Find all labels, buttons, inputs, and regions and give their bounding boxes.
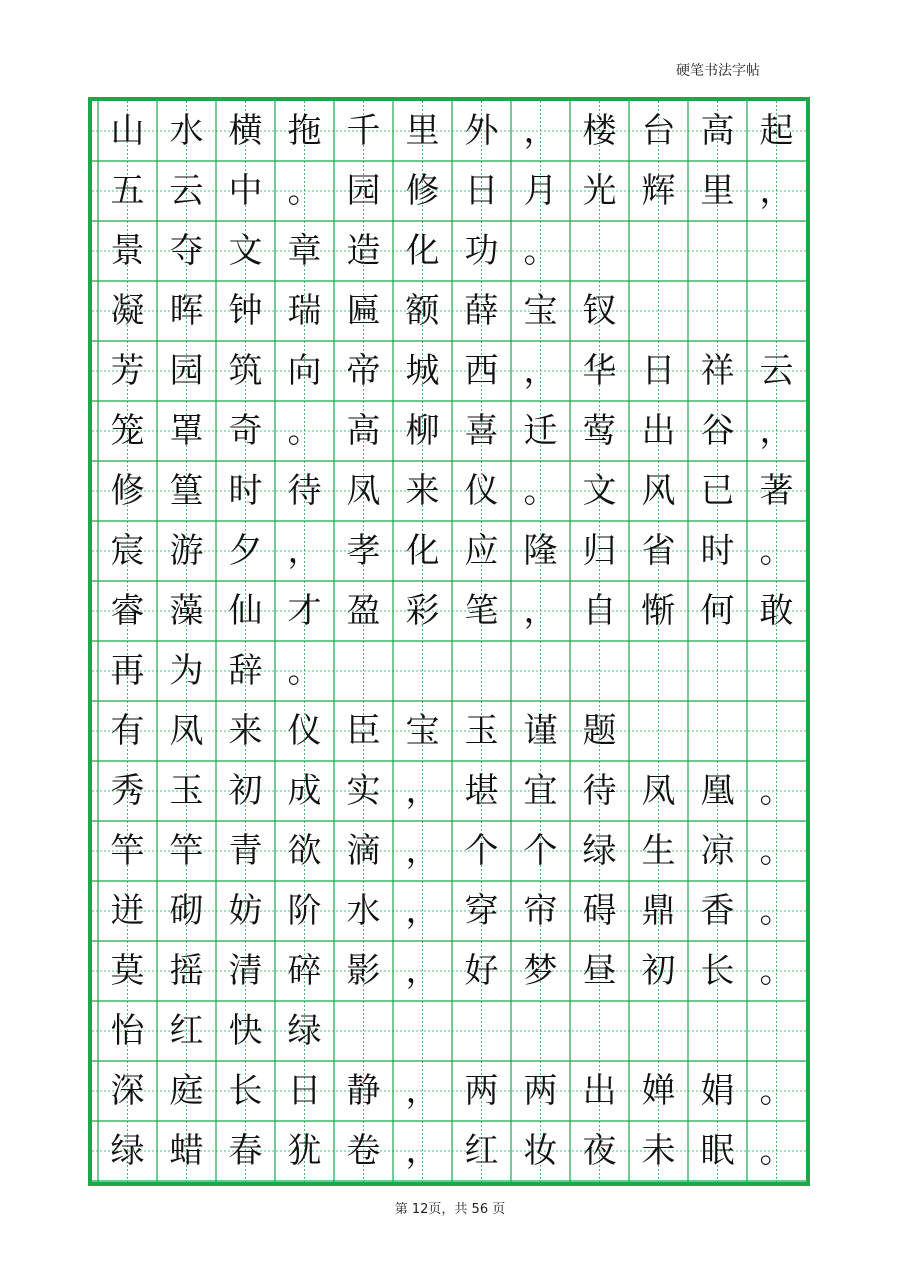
character-cell: 个 — [523, 831, 558, 871]
character-cell — [393, 1001, 452, 1061]
character-cell: 砌 — [169, 891, 204, 931]
character-cell: ， — [405, 831, 440, 871]
character-cell: 红 — [169, 1011, 204, 1051]
character-cell: 仪 — [464, 471, 499, 511]
character-cell — [747, 281, 806, 341]
character-cell: 喜 — [464, 411, 499, 451]
character-cell: 犹 — [287, 1131, 322, 1171]
character-cell — [747, 701, 806, 761]
character-cell: 阶 — [287, 891, 322, 931]
calligraphy-practice-grid — [88, 97, 810, 1186]
character-cell: 盈 — [346, 591, 381, 631]
text-row — [98, 821, 806, 881]
character-cell: 臣 — [346, 711, 381, 751]
character-cell: 妨 — [228, 891, 263, 931]
character-cell — [629, 221, 688, 281]
character-cell: 。 — [759, 771, 794, 811]
text-row — [98, 341, 806, 401]
character-cell — [511, 1001, 570, 1061]
character-cell — [570, 641, 629, 701]
page-header-title: 硬笔书法字帖 — [676, 63, 760, 79]
character-cell: 快 — [228, 1011, 263, 1051]
character-cell: 奇 — [228, 411, 263, 451]
character-cell: 芳 — [110, 351, 145, 391]
character-cell: 藻 — [169, 591, 204, 631]
character-cell: 化 — [405, 531, 440, 571]
character-cell: 笼 — [110, 411, 145, 451]
character-cell: 影 — [346, 951, 381, 991]
character-cell: 凤 — [346, 471, 381, 511]
character-cell — [629, 281, 688, 341]
character-cell: 日 — [464, 171, 499, 211]
character-cell: 拖 — [287, 111, 322, 151]
character-cell: 云 — [759, 351, 794, 391]
character-cell: 堪 — [464, 771, 499, 811]
character-cell: 时 — [700, 531, 735, 571]
character-cell: 孝 — [346, 531, 381, 571]
character-cell — [452, 1001, 511, 1061]
character-cell: 日 — [641, 351, 676, 391]
character-cell: 光 — [582, 171, 617, 211]
character-cell: 外 — [464, 111, 499, 151]
character-cell: 额 — [405, 291, 440, 331]
character-cell: 惭 — [641, 591, 676, 631]
character-cell: 深 — [110, 1071, 145, 1111]
character-cell: 妆 — [523, 1131, 558, 1171]
character-cell: 欲 — [287, 831, 322, 871]
character-cell: 向 — [287, 351, 322, 391]
character-cell: 笔 — [464, 591, 499, 631]
character-cell: ， — [759, 411, 794, 451]
character-cell: 夜 — [582, 1131, 617, 1171]
character-cell: 仪 — [287, 711, 322, 751]
character-cell: 敢 — [759, 591, 794, 631]
character-cell: ， — [759, 171, 794, 211]
character-cell: 莺 — [582, 411, 617, 451]
character-cell: 造 — [346, 231, 381, 271]
text-row — [98, 881, 806, 941]
character-cell: 祥 — [700, 351, 735, 391]
character-cell: 凝 — [110, 291, 145, 331]
character-cell: 修 — [110, 471, 145, 511]
character-cell: ， — [523, 351, 558, 391]
character-cell: 宝 — [405, 711, 440, 751]
character-cell — [688, 1001, 747, 1061]
character-cell: 。 — [523, 231, 558, 271]
character-cell: 罩 — [169, 411, 204, 451]
character-cell — [511, 641, 570, 701]
character-cell: 章 — [287, 231, 322, 271]
character-cell: 凰 — [700, 771, 735, 811]
character-cell: 钗 — [582, 291, 617, 331]
character-cell: ， — [287, 531, 322, 571]
character-cell: 千 — [346, 111, 381, 151]
character-cell: 秀 — [110, 771, 145, 811]
text-row — [98, 701, 806, 761]
character-cell: 自 — [582, 591, 617, 631]
character-cell: 绿 — [110, 1131, 145, 1171]
character-cell — [570, 221, 629, 281]
character-cell: 玉 — [169, 771, 204, 811]
character-cell: 辞 — [228, 651, 263, 691]
character-cell: 宜 — [523, 771, 558, 811]
text-row — [98, 101, 806, 161]
character-cell: 。 — [759, 1131, 794, 1171]
character-cell: ， — [523, 591, 558, 631]
character-cell: ， — [405, 951, 440, 991]
character-cell — [688, 701, 747, 761]
text-row — [98, 641, 806, 701]
character-cell: 香 — [700, 891, 735, 931]
text-row — [98, 761, 806, 821]
text-row — [98, 941, 806, 1001]
character-cell: 长 — [228, 1071, 263, 1111]
character-cell: 昼 — [582, 951, 617, 991]
character-cell: ， — [523, 111, 558, 151]
character-cell: 匾 — [346, 291, 381, 331]
character-cell: 凤 — [169, 711, 204, 751]
character-cell — [629, 701, 688, 761]
text-row — [98, 1121, 806, 1181]
character-cell: 庭 — [169, 1071, 204, 1111]
character-cell: 来 — [405, 471, 440, 511]
character-cell: 个 — [464, 831, 499, 871]
character-cell: 碍 — [582, 891, 617, 931]
character-cell: 华 — [582, 351, 617, 391]
text-row — [98, 221, 806, 281]
character-cell: ， — [405, 771, 440, 811]
character-cell: ， — [405, 1071, 440, 1111]
character-cell: 水 — [346, 891, 381, 931]
character-cell: 再 — [110, 651, 145, 691]
character-cell: 辉 — [641, 171, 676, 211]
character-cell — [334, 641, 393, 701]
character-cell: 竿 — [169, 831, 204, 871]
character-cell — [629, 641, 688, 701]
character-cell: 里 — [700, 171, 735, 211]
character-cell: 台 — [641, 111, 676, 151]
character-cell: 谨 — [523, 711, 558, 751]
character-cell: 摇 — [169, 951, 204, 991]
character-cell: 功 — [464, 231, 499, 271]
character-cell: 鼎 — [641, 891, 676, 931]
character-cell: ， — [405, 1131, 440, 1171]
character-cell: 初 — [641, 951, 676, 991]
character-cell: 起 — [759, 111, 794, 151]
character-cell: 高 — [700, 111, 735, 151]
character-cell: 睿 — [110, 591, 145, 631]
character-cell — [747, 221, 806, 281]
character-cell: 仙 — [228, 591, 263, 631]
character-cell: 静 — [346, 1071, 381, 1111]
character-cell: 城 — [405, 351, 440, 391]
character-cell — [334, 1001, 393, 1061]
character-cell: 风 — [641, 471, 676, 511]
character-cell: 帝 — [346, 351, 381, 391]
character-cell: 实 — [346, 771, 381, 811]
character-cell: 眠 — [700, 1131, 735, 1171]
character-cell: 梦 — [523, 951, 558, 991]
character-cell: 。 — [759, 831, 794, 871]
character-cell: 碎 — [287, 951, 322, 991]
text-row — [98, 1001, 806, 1061]
character-cell: 景 — [110, 231, 145, 271]
character-cell: 出 — [641, 411, 676, 451]
character-cell: 归 — [582, 531, 617, 571]
character-cell: 文 — [582, 471, 617, 511]
character-cell: 园 — [346, 171, 381, 211]
text-row — [98, 281, 806, 341]
character-cell: 红 — [464, 1131, 499, 1171]
text-row — [98, 581, 806, 641]
character-cell: 隆 — [523, 531, 558, 571]
character-cell: 为 — [169, 651, 204, 691]
character-cell: 化 — [405, 231, 440, 271]
character-cell: 篁 — [169, 471, 204, 511]
character-cell: 柳 — [405, 411, 440, 451]
character-cell: 生 — [641, 831, 676, 871]
character-cell: 瑞 — [287, 291, 322, 331]
character-cell — [747, 1001, 806, 1061]
character-cell: 才 — [287, 591, 322, 631]
character-cell: 晖 — [169, 291, 204, 331]
character-cell: 何 — [700, 591, 735, 631]
character-cell: 怡 — [110, 1011, 145, 1051]
character-cell: 好 — [464, 951, 499, 991]
character-cell — [452, 641, 511, 701]
character-cell: 中 — [228, 171, 263, 211]
character-cell: 出 — [582, 1071, 617, 1111]
character-cell: 宸 — [110, 531, 145, 571]
character-cell: 楼 — [582, 111, 617, 151]
character-cell: 待 — [287, 471, 322, 511]
character-cell: 薛 — [464, 291, 499, 331]
character-cell: 里 — [405, 111, 440, 151]
character-cell: 月 — [523, 171, 558, 211]
character-cell: 高 — [346, 411, 381, 451]
character-cell: ， — [405, 891, 440, 931]
character-cell — [688, 281, 747, 341]
character-cell: 省 — [641, 531, 676, 571]
character-cell: 著 — [759, 471, 794, 511]
character-cell: 清 — [228, 951, 263, 991]
character-cell — [570, 1001, 629, 1061]
character-cell — [688, 221, 747, 281]
character-cell: 谷 — [700, 411, 735, 451]
character-cell: 成 — [287, 771, 322, 811]
character-cell: 有 — [110, 711, 145, 751]
character-cell: 西 — [464, 351, 499, 391]
character-cell — [747, 641, 806, 701]
character-cell — [629, 1001, 688, 1061]
character-cell: 。 — [759, 951, 794, 991]
character-cell: 水 — [169, 111, 204, 151]
character-cell: 婵 — [641, 1071, 676, 1111]
character-cell: 时 — [228, 471, 263, 511]
character-cell: 山 — [110, 111, 145, 151]
character-cell: 游 — [169, 531, 204, 571]
character-cell: 宝 — [523, 291, 558, 331]
character-cell — [688, 641, 747, 701]
character-cell: 。 — [287, 171, 322, 211]
character-cell: 竿 — [110, 831, 145, 871]
character-cell: 蜡 — [169, 1131, 204, 1171]
character-cell: 钟 — [228, 291, 263, 331]
character-cell: 莫 — [110, 951, 145, 991]
character-cell: 娟 — [700, 1071, 735, 1111]
character-cell: 绿 — [582, 831, 617, 871]
character-cell: 待 — [582, 771, 617, 811]
character-cell: 。 — [523, 471, 558, 511]
character-cell: 青 — [228, 831, 263, 871]
character-cell: 来 — [228, 711, 263, 751]
character-cell: 题 — [582, 711, 617, 751]
character-cell: 凉 — [700, 831, 735, 871]
character-cell: 凤 — [641, 771, 676, 811]
character-cell: 迁 — [523, 411, 558, 451]
character-cell: 玉 — [464, 711, 499, 751]
character-cell: 春 — [228, 1131, 263, 1171]
character-cell: 滴 — [346, 831, 381, 871]
character-cell: 夕 — [228, 531, 263, 571]
character-cell: 未 — [641, 1131, 676, 1171]
character-cell: 绿 — [287, 1011, 322, 1051]
character-cell: 迸 — [110, 891, 145, 931]
character-cell: 帘 — [523, 891, 558, 931]
character-cell: 。 — [287, 411, 322, 451]
character-cell: 初 — [228, 771, 263, 811]
character-cell: 。 — [287, 651, 322, 691]
character-cell: 日 — [287, 1071, 322, 1111]
character-cell: 筑 — [228, 351, 263, 391]
text-row — [98, 521, 806, 581]
character-cell: 两 — [464, 1071, 499, 1111]
character-cell: 卷 — [346, 1131, 381, 1171]
text-row — [98, 401, 806, 461]
character-cell: 穿 — [464, 891, 499, 931]
text-row — [98, 1061, 806, 1121]
page-number-footer: 第 12页，共 56 页 — [394, 1202, 506, 1217]
text-row — [98, 461, 806, 521]
character-cell: 云 — [169, 171, 204, 211]
character-cell: 彩 — [405, 591, 440, 631]
character-cell: 。 — [759, 1071, 794, 1111]
character-cell: 横 — [228, 111, 263, 151]
character-cell: 文 — [228, 231, 263, 271]
character-cell: 已 — [700, 471, 735, 511]
character-cell: 园 — [169, 351, 204, 391]
character-cell: 应 — [464, 531, 499, 571]
character-cell — [393, 641, 452, 701]
text-row — [98, 161, 806, 221]
character-cell: 长 — [700, 951, 735, 991]
character-cell: 五 — [110, 171, 145, 211]
character-cell: 两 — [523, 1071, 558, 1111]
character-cell: 修 — [405, 171, 440, 211]
character-cell: 夺 — [169, 231, 204, 271]
character-cell: 。 — [759, 891, 794, 931]
character-cell: 。 — [759, 531, 794, 571]
